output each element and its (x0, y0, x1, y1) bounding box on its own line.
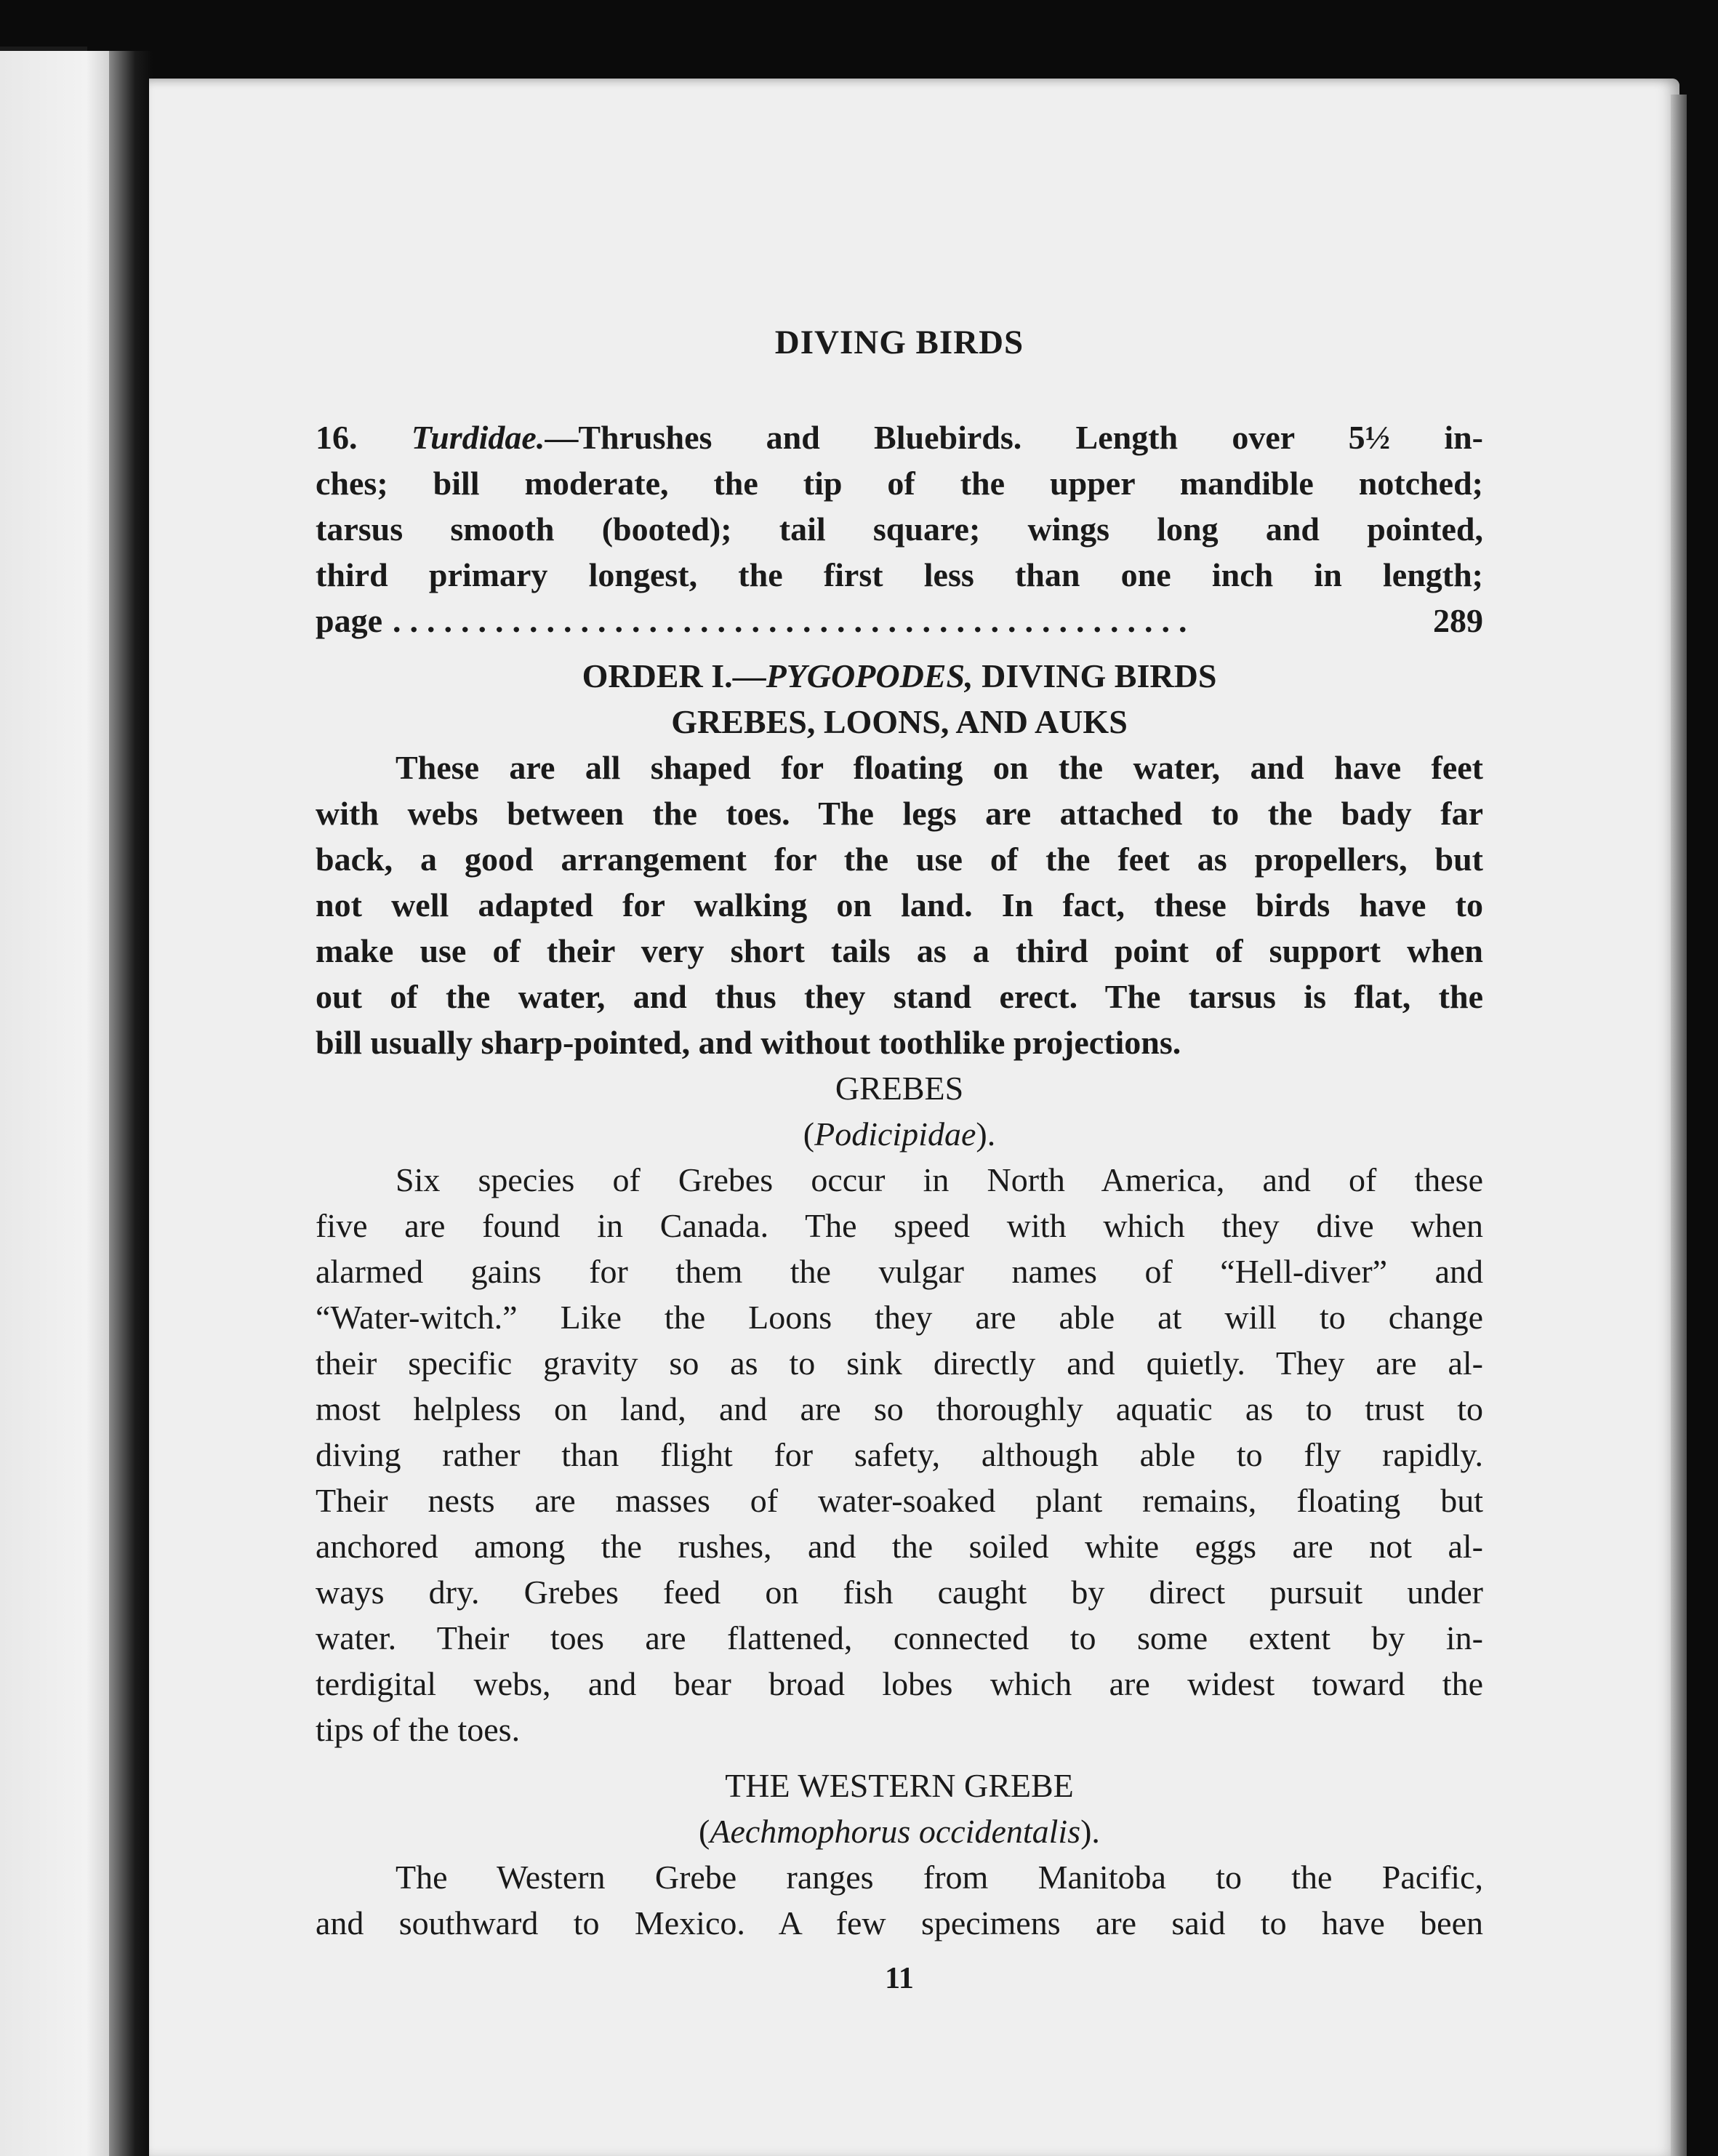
latin-close: ). (1080, 1813, 1100, 1850)
order-heading (316, 653, 1483, 745)
order-paragraph (316, 745, 1483, 1065)
grebes-paragraph (316, 1157, 1483, 1752)
latin-open: ( (699, 1813, 710, 1850)
dot-leader: ............................................... (393, 602, 1196, 639)
grebes-latin-name (316, 1111, 1483, 1157)
entry-line: tarsus smooth (booted); tail square; wings long and pointed, (316, 510, 1483, 548)
paragraph-line: five are found in Canada. The speed with which they dive when (316, 1207, 1483, 1244)
paragraph-line: and southward to Mexico. A few specimens are said to have been (316, 1904, 1483, 1941)
paragraph-line: These are all shaped for floating on the water, and have feet (396, 749, 1483, 786)
order-title (316, 653, 1483, 699)
paragraph-line: alarmed gains for them the vulgar names of “Hell-diver” and (316, 1253, 1483, 1290)
paragraph-line: not well adapted for walking on land. In fact, these birds have to (316, 886, 1483, 923)
paragraph-line: “Water-witch.” Like the Loons they are able at will to change (316, 1299, 1483, 1336)
order-name: PYGOPODES, (766, 657, 974, 694)
paragraph-line: bill usually sharp-pointed, and without toothlike projections. (316, 1024, 1181, 1061)
western-grebe-paragraph (316, 1854, 1483, 1946)
page-number: 11 (885, 1962, 914, 1995)
order-prefix: ORDER I.— (582, 657, 766, 694)
latin-close: ). (976, 1115, 996, 1153)
entry-line: third primary longest, the first less than one inch in length; (316, 556, 1483, 593)
paragraph-line: anchored among the rushes, and the soiled white eggs are not al- (316, 1528, 1483, 1565)
entry-family-name: Turdidae. (411, 419, 545, 456)
latin-family: Podicipidae (814, 1115, 976, 1153)
paragraph-line: back, a good arrangement for the use of the feet as propellers, but (316, 841, 1483, 878)
order-subtitle: GREBES, LOONS, AND AUKS (671, 703, 1128, 740)
running-head: DIVING BIRDS (774, 324, 1024, 361)
order-suffix: DIVING BIRDS (973, 657, 1217, 694)
paragraph-line: The Western Grebe ranges from Manitoba to the Pacific, (396, 1859, 1483, 1896)
grebes-title: GREBES (835, 1070, 964, 1107)
paragraph-line: Their nests are masses of water-soaked plant remains, floating but (316, 1482, 1483, 1519)
entry-page-reference (316, 598, 1483, 644)
page-label: page (316, 602, 382, 639)
paragraph-line: ways dry. Grebes feed on fish caught by direct pursuit under (316, 1574, 1483, 1611)
previous-page-edge (0, 51, 124, 2156)
paragraph-line: their specific gravity so as to sink directly and quietly. They are al- (316, 1345, 1483, 1382)
family-key-entry-16 (316, 414, 1483, 644)
western-grebe-latin-name (316, 1808, 1483, 1854)
page-reference-number: 289 (1433, 602, 1483, 639)
entry-text: —Thrushes and Bluebirds. Length over 5½ in- (545, 419, 1483, 456)
entry-line (316, 414, 1483, 460)
paragraph-line: water. Their toes are flattened, connected to some extent by in- (316, 1619, 1483, 1656)
paragraph-line: Six species of Grebes occur in North America, and of these (396, 1161, 1483, 1198)
paragraph-line: most helpless on land, and are so thoroughly aquatic as to trust to (316, 1390, 1483, 1427)
paragraph-line: with webs between the toes. The legs are attached to the bady far (316, 795, 1483, 832)
entry-line: ches; bill moderate, the tip of the upper mandible notched; (316, 465, 1483, 502)
paragraph-line: tips of the toes. (316, 1711, 521, 1748)
latin-species: Aechmophorus occidentalis (710, 1813, 1081, 1850)
paragraph-line: terdigital webs, and bear broad lobes which are widest toward the (316, 1665, 1483, 1702)
gutter-shadow (109, 51, 153, 2156)
latin-open: ( (803, 1115, 815, 1153)
page-fore-edge (1671, 95, 1687, 2156)
paragraph-line: diving rather than flight for safety, although able to fly rapidly. (316, 1436, 1483, 1473)
paragraph-line: make use of their very short tails as a third point of support when (316, 932, 1483, 969)
entry-number: 16. (316, 419, 358, 456)
paragraph-line: out of the water, and thus they stand erect. The tarsus is flat, the (316, 978, 1483, 1015)
grebes-heading (316, 1065, 1483, 1157)
western-grebe-heading (316, 1763, 1483, 1854)
western-grebe-title: THE WESTERN GREBE (725, 1767, 1074, 1804)
